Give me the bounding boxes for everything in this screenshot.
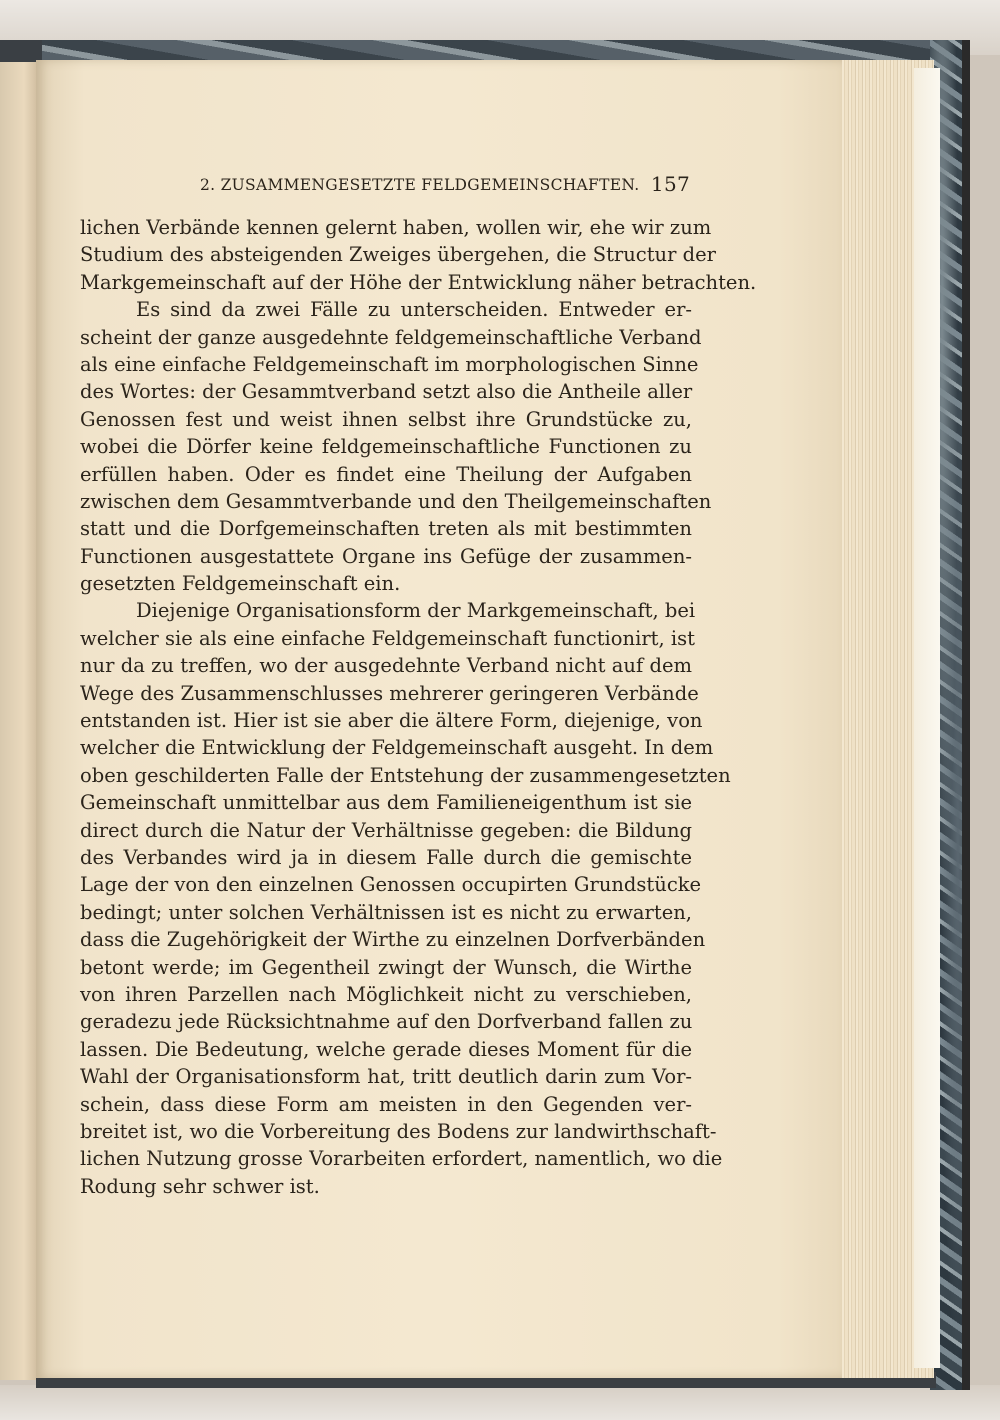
- text-line: Rodung sehr schwer ist.: [80, 1174, 320, 1198]
- text-line: direct durch die Natur der Verhältnisse gegeben: die Bildung: [80, 818, 692, 842]
- page-edge-highlight: [914, 68, 940, 1368]
- text-line: Wege des Zusammenschlusses mehrerer geringeren Verbände: [80, 681, 699, 705]
- text-line: Diejenige Organisationsform der Markgemeinschaft, bei: [136, 599, 696, 623]
- text-line: lassen. Die Bedeutung, welche gerade dieses Moment für die: [80, 1037, 692, 1061]
- text-line: statt und die Dorfgemeinschaften treten als mit bestimmten: [80, 517, 692, 541]
- cover-spine-edge: [962, 40, 970, 1390]
- text-line: Studium des absteigenden Zweiges übergehen, die Structur der: [80, 243, 716, 267]
- text-line: Genossen fest und weist ihnen selbst ihre Grundstücke zu,: [80, 407, 692, 431]
- text-line: des Verbandes wird ja in diesem Falle durch die gemischte: [80, 845, 692, 869]
- text-line: schein, dass diese Form am meisten in den Gegenden ver-: [80, 1092, 692, 1116]
- text-line: des Wortes: der Gesammtverband setzt also die Antheile aller: [80, 380, 693, 404]
- text-line: lichen Verbände kennen gelernt haben, wollen wir, ehe wir zum: [80, 216, 712, 239]
- text-line: zwischen dem Gesammtverbande und den Theilgemeinschaften: [80, 489, 712, 513]
- text-line: welcher sie als eine einfache Feldgemeinschaft functionirt, ist: [80, 626, 695, 650]
- text-line: welcher die Entwicklung der Feldgemeinschaft ausgeht. In dem: [80, 736, 714, 760]
- text-line: erfüllen haben. Oder es findet eine Theilung der Aufgaben: [80, 462, 692, 486]
- text-line: gesetzten Feldgemeinschaft ein.: [80, 572, 401, 596]
- text-line: oben geschilderten Falle der Entstehung der zusammengesetzten: [80, 763, 731, 787]
- text-line: geradezu jede Rücksichtnahme auf den Dorfverband fallen zu: [80, 1010, 693, 1034]
- page-number: 157: [650, 172, 690, 196]
- text-line: Lage der von den einzelnen Genossen occupirten Grundstücke: [80, 873, 702, 897]
- text-line: breitet ist, wo die Vorbereitung des Bodens zur landwirthschaft-: [80, 1119, 717, 1143]
- text-line: scheint der ganze ausgedehnte feldgemeinschaftliche Verband: [80, 325, 702, 349]
- text-line: wobei die Dörfer keine feldgemeinschaftliche Functionen zu: [80, 435, 692, 459]
- text-line: Functionen ausgestattete Organe ins Gefüge der zusammen-: [80, 544, 692, 568]
- scan-background-bottom: [0, 1385, 1000, 1420]
- facing-page-edge: [0, 62, 40, 1380]
- text-line: entstanden ist. Hier ist sie aber die ältere Form, diejenige, von: [80, 709, 703, 733]
- text-line: Gemeinschaft unmittelbar aus dem Familieneigenthum ist sie: [80, 791, 692, 815]
- text-line: bedingt; unter solchen Verhältnissen ist es nicht zu erwarten,: [80, 900, 692, 924]
- text-line: Wahl der Organisationsform hat, tritt deutlich darin zum Vor-: [80, 1065, 692, 1089]
- body-text: [80, 214, 757, 1200]
- text-line: Markgemeinschaft auf der Höhe der Entwicklung näher betrachten.: [80, 270, 757, 294]
- text-line: lichen Nutzung grosse Vorarbeiten erfordert, namentlich, wo die: [80, 1147, 723, 1171]
- text-line: dass die Zugehörigkeit der Wirthe zu einzelnen Dorfverbänden: [80, 928, 706, 952]
- running-header-title: 2. ZUSAMMENGESETZTE FELDGEMEINSCHAFTEN.: [200, 176, 640, 194]
- text-line: betont werde; im Gegentheil zwingt der Wunsch, die Wirthe: [80, 955, 692, 979]
- text-line: von ihren Parzellen nach Möglichkeit nicht zu verschieben,: [80, 982, 692, 1006]
- running-header: [200, 170, 690, 200]
- text-line: nur da zu treffen, wo der ausgedehnte Verband nicht auf dem: [80, 654, 692, 678]
- text-line: Es sind da zwei Fälle zu unterscheiden. Entweder er-: [136, 298, 692, 322]
- text-line: als eine einfache Feldgemeinschaft im morphologischen Sinne: [80, 352, 699, 376]
